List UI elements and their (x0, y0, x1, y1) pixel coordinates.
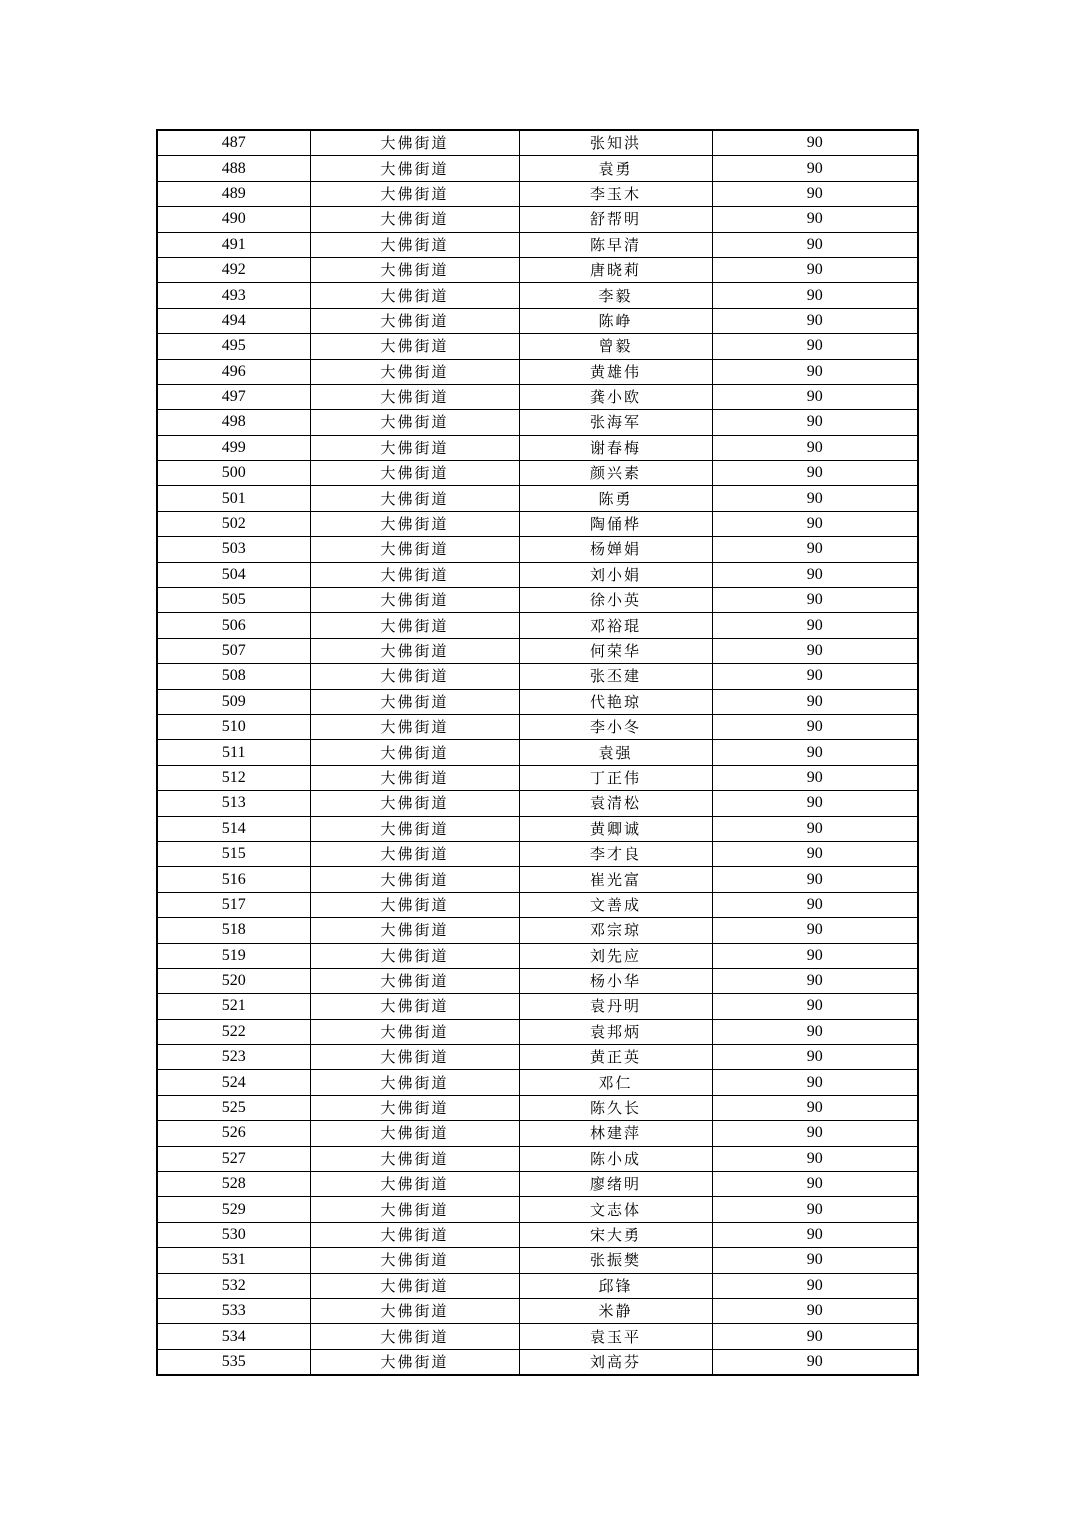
score-cell: 90 (712, 867, 918, 892)
table-row (157, 588, 918, 613)
table-row (157, 1222, 918, 1247)
row-number-cell: 510 (157, 714, 310, 739)
score-cell: 90 (712, 232, 918, 257)
row-number-cell: 523 (157, 1045, 310, 1070)
table-row (157, 257, 918, 282)
name-cell: 刘高芬 (519, 1349, 712, 1375)
row-number-cell: 519 (157, 943, 310, 968)
row-number-cell: 503 (157, 537, 310, 562)
row-number-cell: 521 (157, 994, 310, 1019)
name-cell: 丁正伟 (519, 765, 712, 790)
street-cell: 大佛街道 (310, 1273, 519, 1298)
name-cell: 袁玉平 (519, 1324, 712, 1349)
row-number-cell: 520 (157, 968, 310, 993)
street-cell: 大佛街道 (310, 207, 519, 232)
roster-table-body (157, 130, 918, 1375)
name-cell: 张丕建 (519, 664, 712, 689)
name-cell: 袁邦炳 (519, 1019, 712, 1044)
row-number-cell: 500 (157, 461, 310, 486)
row-number-cell: 525 (157, 1095, 310, 1120)
street-cell: 大佛街道 (310, 1298, 519, 1323)
street-cell: 大佛街道 (310, 359, 519, 384)
street-cell: 大佛街道 (310, 714, 519, 739)
row-number-cell: 506 (157, 613, 310, 638)
name-cell: 袁丹明 (519, 994, 712, 1019)
name-cell: 张振樊 (519, 1248, 712, 1273)
name-cell: 陈峥 (519, 308, 712, 333)
street-cell: 大佛街道 (310, 1045, 519, 1070)
table-row (157, 1070, 918, 1095)
score-cell: 90 (712, 892, 918, 917)
score-cell: 90 (712, 588, 918, 613)
name-cell: 颜兴素 (519, 461, 712, 486)
row-number-cell: 495 (157, 334, 310, 359)
score-cell: 90 (712, 638, 918, 663)
score-cell: 90 (712, 435, 918, 460)
row-number-cell: 515 (157, 841, 310, 866)
street-cell: 大佛街道 (310, 943, 519, 968)
row-number-cell: 533 (157, 1298, 310, 1323)
table-row (157, 714, 918, 739)
table-row (157, 1146, 918, 1171)
name-cell: 舒帮明 (519, 207, 712, 232)
street-cell: 大佛街道 (310, 461, 519, 486)
table-row (157, 1248, 918, 1273)
name-cell: 李小冬 (519, 714, 712, 739)
name-cell: 宋大勇 (519, 1222, 712, 1247)
table-row (157, 613, 918, 638)
name-cell: 陈久长 (519, 1095, 712, 1120)
street-cell: 大佛街道 (310, 892, 519, 917)
table-row (157, 562, 918, 587)
score-cell: 90 (712, 943, 918, 968)
row-number-cell: 505 (157, 588, 310, 613)
score-cell: 90 (712, 791, 918, 816)
table-row (157, 765, 918, 790)
score-cell: 90 (712, 1197, 918, 1222)
table-row (157, 1324, 918, 1349)
row-number-cell: 512 (157, 765, 310, 790)
score-cell: 90 (712, 918, 918, 943)
street-cell: 大佛街道 (310, 740, 519, 765)
row-number-cell: 534 (157, 1324, 310, 1349)
score-cell: 90 (712, 1172, 918, 1197)
table-row (157, 664, 918, 689)
score-cell: 90 (712, 511, 918, 536)
row-number-cell: 526 (157, 1121, 310, 1146)
score-cell: 90 (712, 664, 918, 689)
score-cell: 90 (712, 841, 918, 866)
name-cell: 刘小娟 (519, 562, 712, 587)
street-cell: 大佛街道 (310, 638, 519, 663)
score-cell: 90 (712, 765, 918, 790)
row-number-cell: 494 (157, 308, 310, 333)
roster-table (156, 129, 919, 1376)
name-cell: 杨婵娟 (519, 537, 712, 562)
street-cell: 大佛街道 (310, 232, 519, 257)
name-cell: 陈小成 (519, 1146, 712, 1171)
table-row (157, 181, 918, 206)
row-number-cell: 501 (157, 486, 310, 511)
table-row (157, 994, 918, 1019)
street-cell: 大佛街道 (310, 968, 519, 993)
name-cell: 李才良 (519, 841, 712, 866)
score-cell: 90 (712, 1222, 918, 1247)
street-cell: 大佛街道 (310, 334, 519, 359)
score-cell: 90 (712, 1298, 918, 1323)
row-number-cell: 514 (157, 816, 310, 841)
name-cell: 黄雄伟 (519, 359, 712, 384)
table-row (157, 791, 918, 816)
score-cell: 90 (712, 562, 918, 587)
name-cell: 邓裕琨 (519, 613, 712, 638)
street-cell: 大佛街道 (310, 841, 519, 866)
name-cell: 龚小欧 (519, 384, 712, 409)
name-cell: 米静 (519, 1298, 712, 1323)
name-cell: 陈早清 (519, 232, 712, 257)
street-cell: 大佛街道 (310, 664, 519, 689)
row-number-cell: 504 (157, 562, 310, 587)
table-row (157, 130, 918, 156)
street-cell: 大佛街道 (310, 791, 519, 816)
row-number-cell: 497 (157, 384, 310, 409)
street-cell: 大佛街道 (310, 816, 519, 841)
score-cell: 90 (712, 689, 918, 714)
street-cell: 大佛街道 (310, 156, 519, 181)
score-cell: 90 (712, 816, 918, 841)
street-cell: 大佛街道 (310, 867, 519, 892)
name-cell: 徐小英 (519, 588, 712, 613)
table-row (157, 943, 918, 968)
row-number-cell: 517 (157, 892, 310, 917)
street-cell: 大佛街道 (310, 257, 519, 282)
table-row (157, 1298, 918, 1323)
table-row (157, 1095, 918, 1120)
table-row (157, 283, 918, 308)
street-cell: 大佛街道 (310, 1324, 519, 1349)
street-cell: 大佛街道 (310, 689, 519, 714)
table-row (157, 816, 918, 841)
street-cell: 大佛街道 (310, 1070, 519, 1095)
row-number-cell: 516 (157, 867, 310, 892)
score-cell: 90 (712, 156, 918, 181)
score-cell: 90 (712, 1095, 918, 1120)
score-cell: 90 (712, 714, 918, 739)
score-cell: 90 (712, 1349, 918, 1375)
score-cell: 90 (712, 994, 918, 1019)
name-cell: 张知洪 (519, 130, 712, 156)
table-row (157, 740, 918, 765)
name-cell: 谢春梅 (519, 435, 712, 460)
street-cell: 大佛街道 (310, 537, 519, 562)
row-number-cell: 532 (157, 1273, 310, 1298)
name-cell: 邓仁 (519, 1070, 712, 1095)
table-row (157, 1273, 918, 1298)
name-cell: 代艳琼 (519, 689, 712, 714)
table-row (157, 435, 918, 460)
score-cell: 90 (712, 1019, 918, 1044)
table-row (157, 841, 918, 866)
street-cell: 大佛街道 (310, 435, 519, 460)
table-row (157, 156, 918, 181)
table-row (157, 537, 918, 562)
row-number-cell: 487 (157, 130, 310, 156)
street-cell: 大佛街道 (310, 765, 519, 790)
table-row (157, 384, 918, 409)
row-number-cell: 524 (157, 1070, 310, 1095)
name-cell: 邱锋 (519, 1273, 712, 1298)
score-cell: 90 (712, 1273, 918, 1298)
row-number-cell: 496 (157, 359, 310, 384)
table-row (157, 638, 918, 663)
row-number-cell: 502 (157, 511, 310, 536)
score-cell: 90 (712, 1146, 918, 1171)
score-cell: 90 (712, 461, 918, 486)
street-cell: 大佛街道 (310, 994, 519, 1019)
table-row (157, 486, 918, 511)
street-cell: 大佛街道 (310, 283, 519, 308)
name-cell: 崔光富 (519, 867, 712, 892)
row-number-cell: 499 (157, 435, 310, 460)
score-cell: 90 (712, 410, 918, 435)
row-number-cell: 509 (157, 689, 310, 714)
name-cell: 李玉木 (519, 181, 712, 206)
name-cell: 黄卿诚 (519, 816, 712, 841)
score-cell: 90 (712, 537, 918, 562)
row-number-cell: 490 (157, 207, 310, 232)
name-cell: 袁清松 (519, 791, 712, 816)
table-row (157, 232, 918, 257)
score-cell: 90 (712, 1324, 918, 1349)
street-cell: 大佛街道 (310, 384, 519, 409)
street-cell: 大佛街道 (310, 562, 519, 587)
score-cell: 90 (712, 359, 918, 384)
name-cell: 邓宗琼 (519, 918, 712, 943)
name-cell: 林建萍 (519, 1121, 712, 1146)
row-number-cell: 511 (157, 740, 310, 765)
name-cell: 袁强 (519, 740, 712, 765)
table-row (157, 1349, 918, 1375)
street-cell: 大佛街道 (310, 613, 519, 638)
row-number-cell: 491 (157, 232, 310, 257)
row-number-cell: 488 (157, 156, 310, 181)
name-cell: 黄正英 (519, 1045, 712, 1070)
score-cell: 90 (712, 1045, 918, 1070)
table-row (157, 1197, 918, 1222)
street-cell: 大佛街道 (310, 1019, 519, 1044)
score-cell: 90 (712, 130, 918, 156)
score-cell: 90 (712, 283, 918, 308)
name-cell: 陈勇 (519, 486, 712, 511)
table-row (157, 410, 918, 435)
row-number-cell: 528 (157, 1172, 310, 1197)
table-row (157, 461, 918, 486)
table-row (157, 1045, 918, 1070)
row-number-cell: 518 (157, 918, 310, 943)
name-cell: 袁勇 (519, 156, 712, 181)
name-cell: 杨小华 (519, 968, 712, 993)
row-number-cell: 531 (157, 1248, 310, 1273)
score-cell: 90 (712, 181, 918, 206)
name-cell: 曾毅 (519, 334, 712, 359)
street-cell: 大佛街道 (310, 918, 519, 943)
street-cell: 大佛街道 (310, 1095, 519, 1120)
street-cell: 大佛街道 (310, 1197, 519, 1222)
table-row (157, 1121, 918, 1146)
street-cell: 大佛街道 (310, 410, 519, 435)
street-cell: 大佛街道 (310, 181, 519, 206)
score-cell: 90 (712, 384, 918, 409)
row-number-cell: 498 (157, 410, 310, 435)
row-number-cell: 492 (157, 257, 310, 282)
street-cell: 大佛街道 (310, 588, 519, 613)
row-number-cell: 522 (157, 1019, 310, 1044)
street-cell: 大佛街道 (310, 1146, 519, 1171)
table-row (157, 511, 918, 536)
table-row (157, 892, 918, 917)
row-number-cell: 508 (157, 664, 310, 689)
table-row (157, 1019, 918, 1044)
score-cell: 90 (712, 257, 918, 282)
street-cell: 大佛街道 (310, 486, 519, 511)
row-number-cell: 513 (157, 791, 310, 816)
street-cell: 大佛街道 (310, 308, 519, 333)
table-row (157, 689, 918, 714)
street-cell: 大佛街道 (310, 1121, 519, 1146)
row-number-cell: 529 (157, 1197, 310, 1222)
score-cell: 90 (712, 1248, 918, 1273)
score-cell: 90 (712, 613, 918, 638)
name-cell: 唐晓莉 (519, 257, 712, 282)
score-cell: 90 (712, 486, 918, 511)
score-cell: 90 (712, 207, 918, 232)
street-cell: 大佛街道 (310, 511, 519, 536)
name-cell: 廖绪明 (519, 1172, 712, 1197)
name-cell: 刘先应 (519, 943, 712, 968)
row-number-cell: 530 (157, 1222, 310, 1247)
score-cell: 90 (712, 740, 918, 765)
table-row (157, 968, 918, 993)
name-cell: 李毅 (519, 283, 712, 308)
row-number-cell: 489 (157, 181, 310, 206)
score-cell: 90 (712, 1070, 918, 1095)
score-cell: 90 (712, 334, 918, 359)
row-number-cell: 493 (157, 283, 310, 308)
score-cell: 90 (712, 1121, 918, 1146)
name-cell: 陶俑桦 (519, 511, 712, 536)
street-cell: 大佛街道 (310, 1172, 519, 1197)
score-cell: 90 (712, 968, 918, 993)
score-cell: 90 (712, 308, 918, 333)
table-row (157, 1172, 918, 1197)
street-cell: 大佛街道 (310, 1248, 519, 1273)
street-cell: 大佛街道 (310, 1349, 519, 1375)
table-row (157, 359, 918, 384)
table-row (157, 867, 918, 892)
name-cell: 何荣华 (519, 638, 712, 663)
table-row (157, 334, 918, 359)
street-cell: 大佛街道 (310, 130, 519, 156)
row-number-cell: 535 (157, 1349, 310, 1375)
name-cell: 文善成 (519, 892, 712, 917)
row-number-cell: 527 (157, 1146, 310, 1171)
table-row (157, 308, 918, 333)
table-row (157, 207, 918, 232)
table-row (157, 918, 918, 943)
street-cell: 大佛街道 (310, 1222, 519, 1247)
name-cell: 张海军 (519, 410, 712, 435)
row-number-cell: 507 (157, 638, 310, 663)
name-cell: 文志体 (519, 1197, 712, 1222)
